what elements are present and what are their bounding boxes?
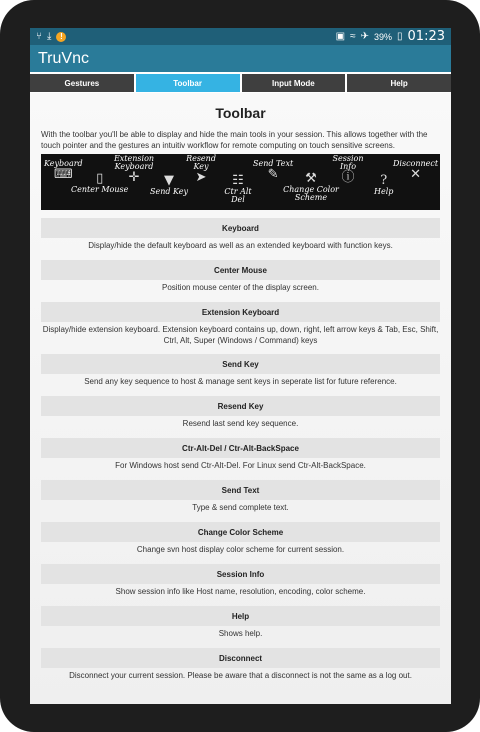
tab-help[interactable]: Help (347, 74, 451, 92)
strip-center-mouse-label: Center Mouse (71, 185, 129, 194)
section-title: Help (41, 606, 440, 626)
status-left (36, 32, 66, 42)
strip-session-info (333, 155, 363, 185)
section-disconnect (41, 648, 440, 684)
section-help (41, 606, 440, 642)
app-title: TruVnc (38, 49, 89, 67)
strip-resend-key (187, 155, 215, 185)
section-desc: For Windows host send Ctr-Alt-Del. For Linux send Ctr-Alt-BackSpace. (115, 461, 366, 470)
pencil-icon: ✎ (267, 167, 279, 182)
strip-disconnect-label: Disconnect (393, 159, 439, 168)
screen (30, 28, 451, 704)
strip-extension-keyboard (113, 155, 155, 185)
section-ctr-alt-del (41, 438, 440, 474)
section-title: Resend Key (41, 396, 440, 416)
warning-icon: ! (56, 32, 66, 42)
section-send-text (41, 480, 440, 516)
battery-percent: 39% (374, 31, 393, 42)
send-key-icon: ▼ (164, 173, 175, 188)
intro-text: With the toolbar you'll be able to display and hide the main tools in your session. This allows together with the touch pointer and the gestures an intuitiv workflow for remote computing on touch sensitive screens. (41, 130, 428, 150)
section-title: Disconnect (41, 648, 440, 668)
keyboard-icon: ⌨ (53, 167, 73, 182)
strip-extension-keyboard-label: Extension Keyboard (113, 154, 155, 171)
section-desc: Disconnect your current session. Please be aware that a disconnect is not the same as a log out. (69, 671, 412, 680)
section-keyboard (41, 218, 440, 254)
ctr-alt-del-icon: ☷ (232, 173, 244, 188)
app-bar (30, 45, 451, 72)
usb-icon: ⑂ (36, 30, 42, 42)
section-desc: Type & send complete text. (192, 503, 289, 512)
section-desc: Display/hide extension keyboard. Extension keyboard contains up, down, right, left arrow keys & Tab, Esc, Shift, Ctrl, Alt, Super (Windows / Command) keys (42, 325, 439, 345)
tab-toolbar[interactable]: Toolbar (136, 74, 240, 92)
section-extension-keyboard (41, 302, 440, 348)
strip-change-color-scheme (283, 172, 339, 202)
section-desc: Display/hide the default keyboard as well as an extended keyboard with function keys. (88, 241, 393, 250)
section-desc: Shows help. (218, 629, 263, 638)
strip-help-label: Help (374, 187, 394, 196)
tab-bar (30, 72, 451, 93)
tab-input-mode[interactable]: Input Mode (242, 74, 346, 92)
strip-help (374, 174, 393, 196)
question-icon: ? (380, 173, 388, 188)
tab-gestures[interactable]: Gestures (30, 74, 134, 92)
info-icon: ⓘ (341, 170, 355, 185)
wrench-icon: ⚒ (305, 171, 317, 186)
section-title: Keyboard (41, 218, 440, 238)
section-title: Extension Keyboard (41, 302, 440, 322)
page-title: Toolbar (215, 105, 266, 121)
strip-send-key (150, 174, 188, 196)
section-desc: Resend last send key sequence. (182, 419, 299, 428)
section-title: Send Key (41, 354, 440, 374)
section-title: Send Text (41, 480, 440, 500)
section-desc: Show session info like Host name, resolution, encoding, color scheme. (115, 587, 366, 596)
strip-disconnect (393, 160, 438, 182)
wifi-icon: ≈ (350, 30, 356, 42)
section-title: Session Info (41, 564, 440, 584)
strip-ctr-alt-del-label: Ctr Alt Del (224, 187, 252, 204)
section-desc: Send any key sequence to host & manage sent keys in seperate list for future reference. (84, 377, 397, 386)
strip-ctr-alt-del (223, 174, 253, 204)
strip-send-key-label: Send Key (150, 187, 189, 196)
section-desc: Change svn host display color scheme for current session. (136, 545, 345, 554)
strip-send-text-label: Send Text (253, 159, 294, 168)
section-title: Center Mouse (41, 260, 440, 280)
battery-icon: ▯ (397, 30, 403, 42)
resend-key-icon: ➤ (195, 170, 207, 185)
mouse-icon: ▯ (96, 171, 104, 186)
section-resend-key (41, 396, 440, 432)
section-change-color-scheme (41, 522, 440, 558)
help-content (30, 93, 451, 704)
strip-change-color-scheme-label: Change Color Scheme (283, 185, 339, 202)
section-title: Change Color Scheme (41, 522, 440, 542)
toolbar-preview (41, 154, 440, 210)
unplug-icon: ✕ (410, 167, 421, 182)
section-session-info (41, 564, 440, 600)
section-send-key (41, 354, 440, 390)
airplane-icon: ✈ (360, 30, 369, 42)
arrows-icon: ✛ (128, 170, 140, 185)
strip-keyboard-label: Keyboard (44, 159, 83, 168)
strip-session-info-label: Session Info (332, 154, 364, 171)
status-bar (30, 28, 451, 45)
strip-resend-key-label: Resend Key (186, 154, 216, 171)
download-icon: ⤓ (47, 30, 52, 42)
section-desc: Position mouse center of the display screen. (162, 283, 319, 292)
mute-icon: ▣ (335, 30, 346, 42)
status-right (336, 29, 445, 44)
clock: 01:23 (407, 29, 445, 44)
section-center-mouse (41, 260, 440, 296)
section-title: Ctr-Alt-Del / Ctr-Alt-BackSpace (41, 438, 440, 458)
